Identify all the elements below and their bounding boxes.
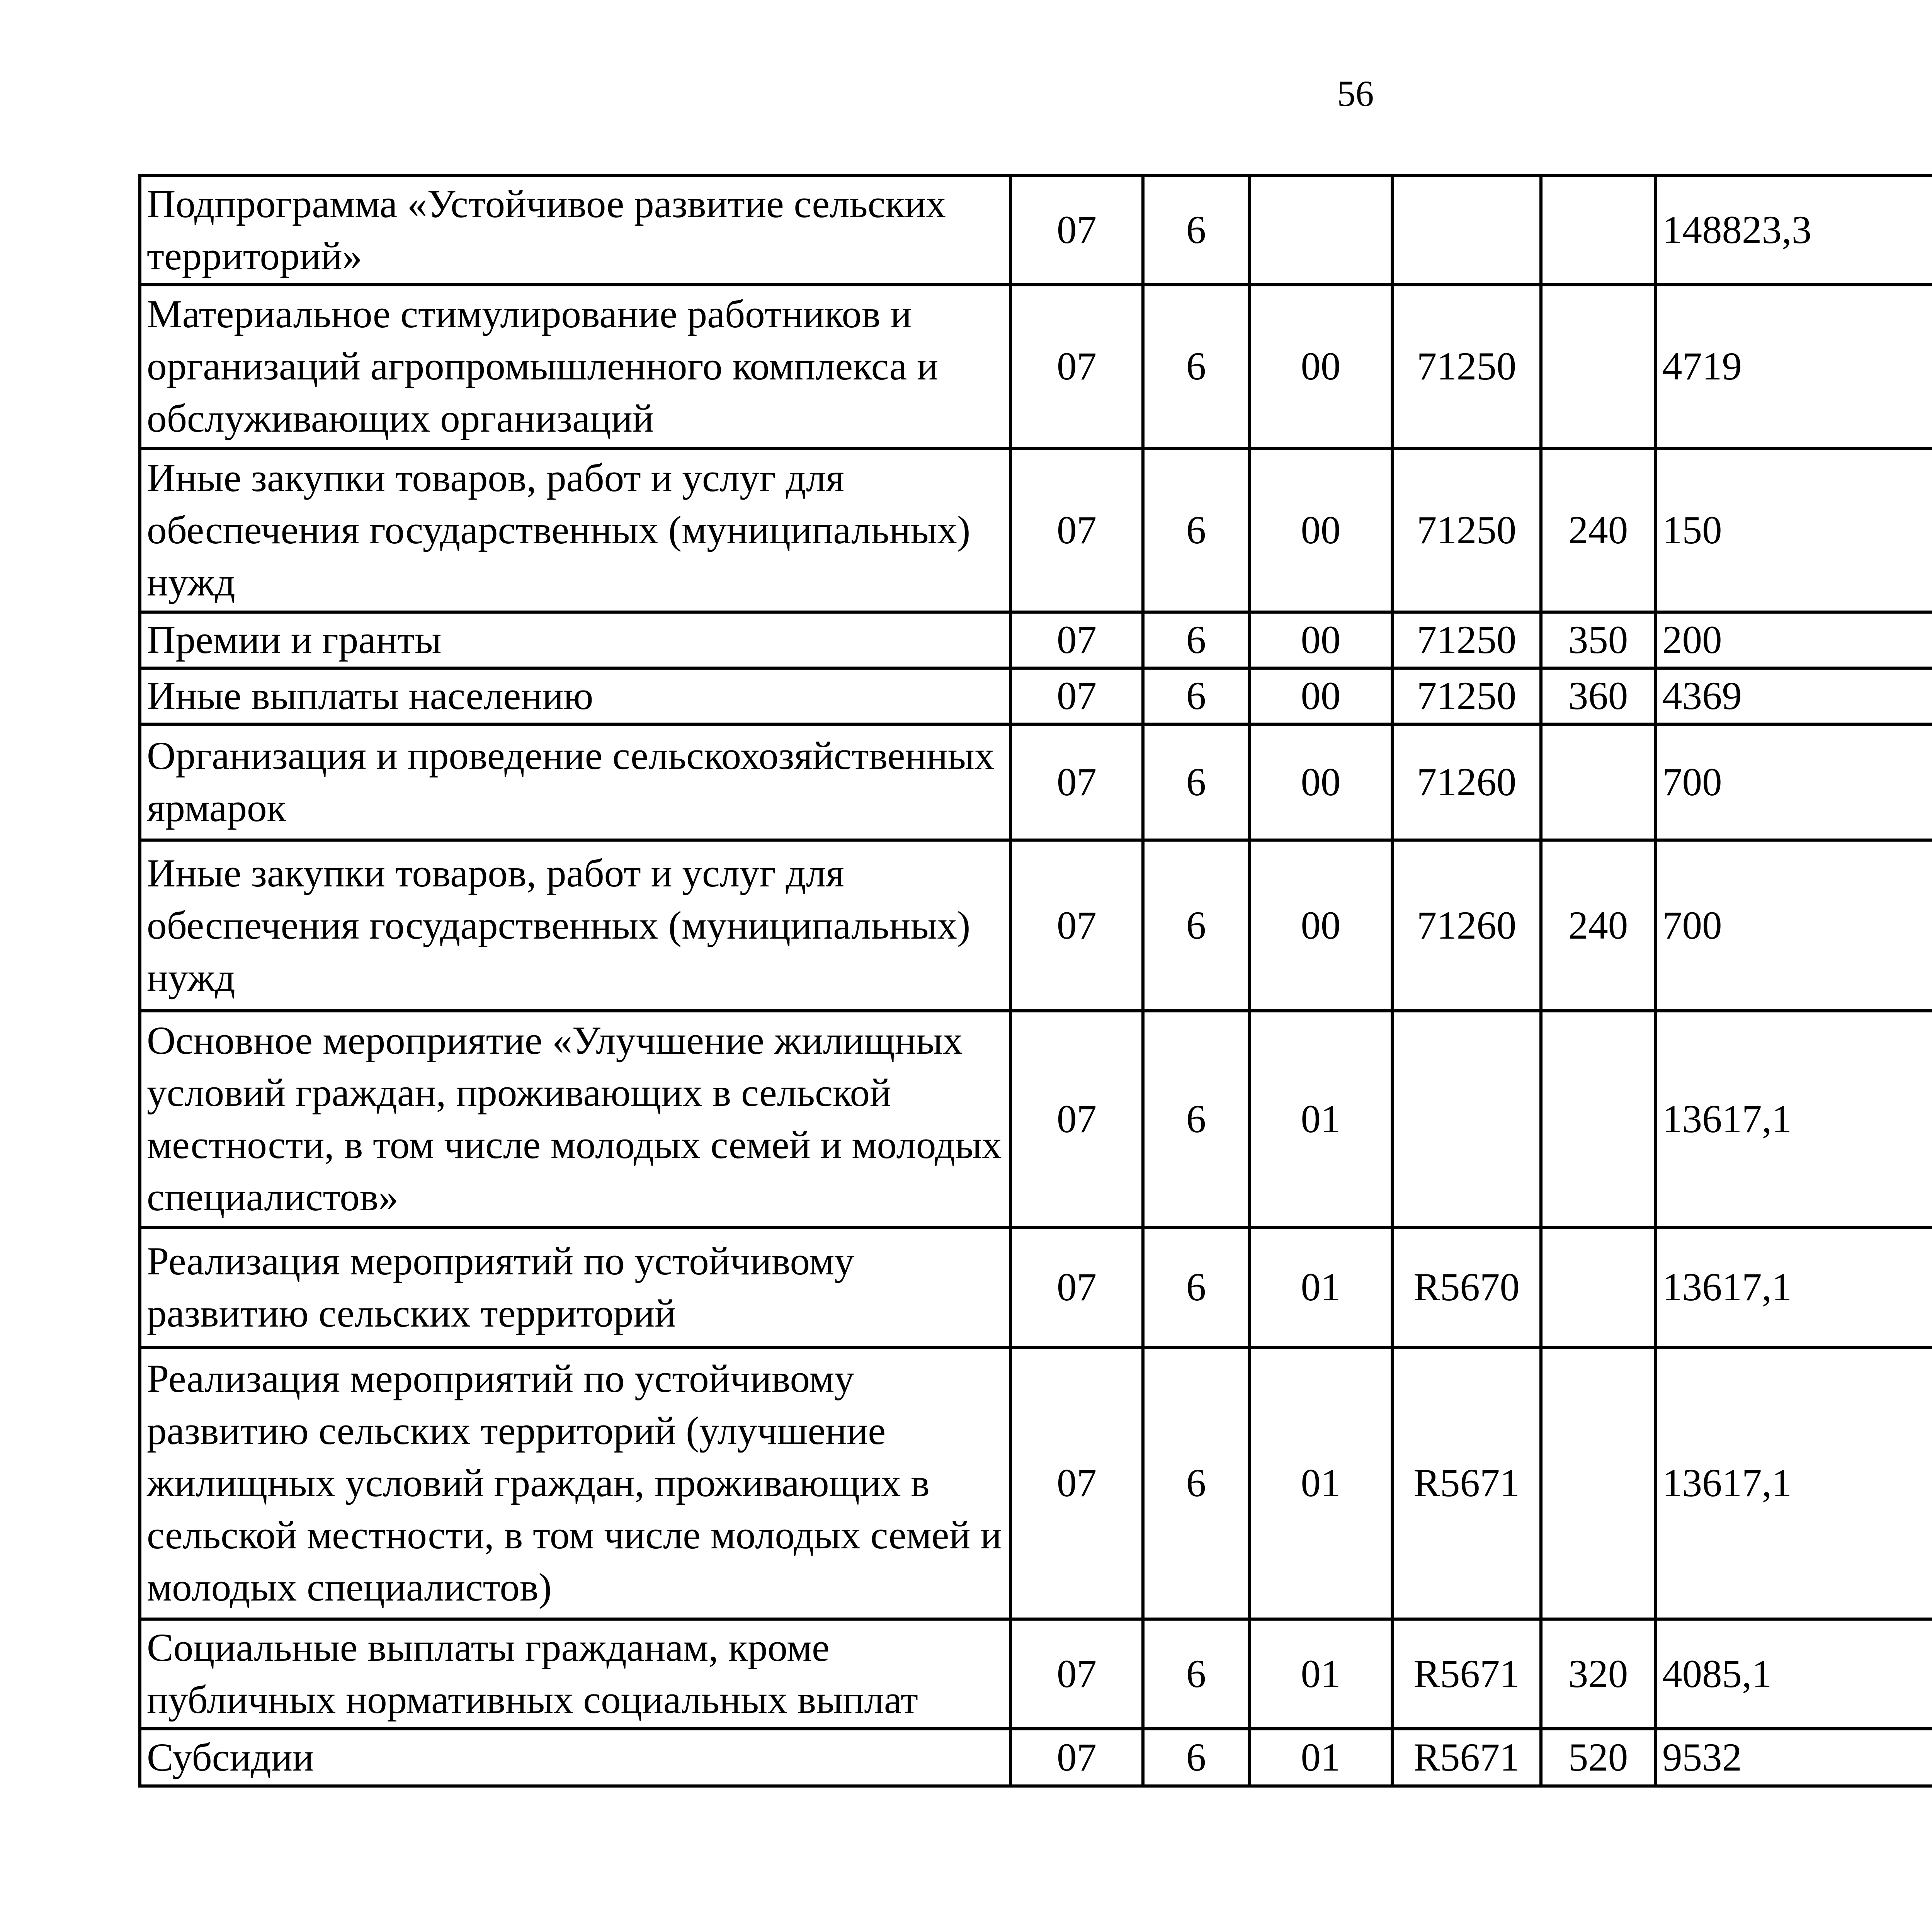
section-code-cell: 07 (1010, 175, 1143, 285)
table-row (140, 612, 1932, 668)
measure-code-cell: 00 (1249, 285, 1392, 448)
direction-code-cell: 71260 (1392, 724, 1541, 840)
amount-year-1-cell: 13617,1 (1655, 1011, 1932, 1227)
table-row (140, 175, 1932, 285)
amount-year-1-cell: 148823,3 (1655, 175, 1932, 285)
direction-code-cell: 71250 (1392, 668, 1541, 724)
direction-code-cell: R5670 (1392, 1227, 1541, 1347)
row-name-cell: Иные закупки товаров, работ и услуг для обеспечения государственных (муниципальных) нужд (140, 840, 1010, 1011)
row-name-cell: Подпрограмма «Устойчивое развитие сельских территорий» (140, 175, 1010, 285)
amount-year-1-cell: 200 (1655, 612, 1932, 668)
expense-type-cell (1541, 285, 1655, 448)
direction-code-cell: R5671 (1392, 1347, 1541, 1619)
program-code-cell: 6 (1143, 1227, 1249, 1347)
measure-code-cell: 01 (1249, 1011, 1392, 1227)
table-row (140, 1729, 1932, 1786)
row-name-cell: Основное мероприятие «Улучшение жилищных условий граждан, проживающих в сельской местности, в том числе молодых семей и молодых специалистов» (140, 1011, 1010, 1227)
measure-code-cell: 01 (1249, 1619, 1392, 1729)
measure-code-cell: 00 (1249, 612, 1392, 668)
expense-type-cell: 350 (1541, 612, 1655, 668)
table-row (140, 668, 1932, 724)
amount-year-1-cell: 4085,1 (1655, 1619, 1932, 1729)
expense-type-cell (1541, 1227, 1655, 1347)
program-code-cell: 6 (1143, 612, 1249, 668)
direction-code-cell: 71250 (1392, 612, 1541, 668)
expense-type-cell: 320 (1541, 1619, 1655, 1729)
direction-code-cell: R5671 (1392, 1729, 1541, 1786)
expense-type-cell (1541, 724, 1655, 840)
row-name-cell: Социальные выплаты гражданам, кроме публичных нормативных социальных выплат (140, 1619, 1010, 1729)
section-code-cell: 07 (1010, 1011, 1143, 1227)
amount-year-1-cell: 13617,1 (1655, 1227, 1932, 1347)
direction-code-cell: R5671 (1392, 1619, 1541, 1729)
table-row (140, 1619, 1932, 1729)
table-row (140, 1011, 1932, 1227)
table-body (140, 175, 1932, 1786)
direction-code-cell (1392, 175, 1541, 285)
section-code-cell: 07 (1010, 1619, 1143, 1729)
measure-code-cell: 00 (1249, 448, 1392, 612)
section-code-cell: 07 (1010, 1227, 1143, 1347)
expense-type-cell: 240 (1541, 840, 1655, 1011)
program-code-cell: 6 (1143, 840, 1249, 1011)
amount-year-1-cell: 4369 (1655, 668, 1932, 724)
amount-year-1-cell: 150 (1655, 448, 1932, 612)
section-code-cell: 07 (1010, 612, 1143, 668)
row-name-cell: Субсидии (140, 1729, 1010, 1786)
amount-year-1-cell: 9532 (1655, 1729, 1932, 1786)
amount-year-1-cell: 13617,1 (1655, 1347, 1932, 1619)
section-code-cell: 07 (1010, 1729, 1143, 1786)
row-name-cell: Иные закупки товаров, работ и услуг для обеспечения государственных (муниципальных) нужд (140, 448, 1010, 612)
measure-code-cell: 00 (1249, 668, 1392, 724)
measure-code-cell (1249, 175, 1392, 285)
table-row (140, 724, 1932, 840)
program-code-cell: 6 (1143, 1619, 1249, 1729)
program-code-cell: 6 (1143, 1729, 1249, 1786)
measure-code-cell: 00 (1249, 840, 1392, 1011)
expense-type-cell (1541, 175, 1655, 285)
row-name-cell: Материальное стимулирование работников и организаций агропромышленного комплекса и обслуживающих организаций (140, 285, 1010, 448)
row-name-cell: Реализация мероприятий по устойчивому развитию сельских территорий (140, 1227, 1010, 1347)
row-name-cell: Реализация мероприятий по устойчивому развитию сельских территорий (улучшение жилищных условий граждан, проживающих в сельской местности, в том числе молодых семей и молодых специалистов) (140, 1347, 1010, 1619)
program-code-cell: 6 (1143, 175, 1249, 285)
amount-year-1-cell: 700 (1655, 724, 1932, 840)
amount-year-1-cell: 700 (1655, 840, 1932, 1011)
section-code-cell: 07 (1010, 724, 1143, 840)
table-row (140, 840, 1932, 1011)
section-code-cell: 07 (1010, 448, 1143, 612)
section-code-cell: 07 (1010, 840, 1143, 1011)
measure-code-cell: 01 (1249, 1227, 1392, 1347)
program-code-cell: 6 (1143, 724, 1249, 840)
direction-code-cell: 71250 (1392, 448, 1541, 612)
expense-type-cell (1541, 1347, 1655, 1619)
amount-year-1-cell: 4719 (1655, 285, 1932, 448)
direction-code-cell (1392, 1011, 1541, 1227)
row-name-cell: Организация и проведение сельскохозяйственных ярмарок (140, 724, 1010, 840)
table-row (140, 285, 1932, 448)
program-code-cell: 6 (1143, 668, 1249, 724)
budget-table (138, 174, 1932, 1788)
expense-type-cell: 360 (1541, 668, 1655, 724)
table-row (140, 1347, 1932, 1619)
row-name-cell: Премии и гранты (140, 612, 1010, 668)
program-code-cell: 6 (1143, 1011, 1249, 1227)
direction-code-cell: 71260 (1392, 840, 1541, 1011)
measure-code-cell: 01 (1249, 1347, 1392, 1619)
section-code-cell: 07 (1010, 285, 1143, 448)
program-code-cell: 6 (1143, 285, 1249, 448)
section-code-cell: 07 (1010, 668, 1143, 724)
measure-code-cell: 01 (1249, 1729, 1392, 1786)
program-code-cell: 6 (1143, 1347, 1249, 1619)
table-row (140, 1227, 1932, 1347)
section-code-cell: 07 (1010, 1347, 1143, 1619)
row-name-cell: Иные выплаты населению (140, 668, 1010, 724)
direction-code-cell: 71250 (1392, 285, 1541, 448)
expense-type-cell (1541, 1011, 1655, 1227)
table-row (140, 448, 1932, 612)
program-code-cell: 6 (1143, 448, 1249, 612)
expense-type-cell: 520 (1541, 1729, 1655, 1786)
measure-code-cell: 00 (1249, 724, 1392, 840)
expense-type-cell: 240 (1541, 448, 1655, 612)
page-number: 56 (1337, 73, 1374, 114)
